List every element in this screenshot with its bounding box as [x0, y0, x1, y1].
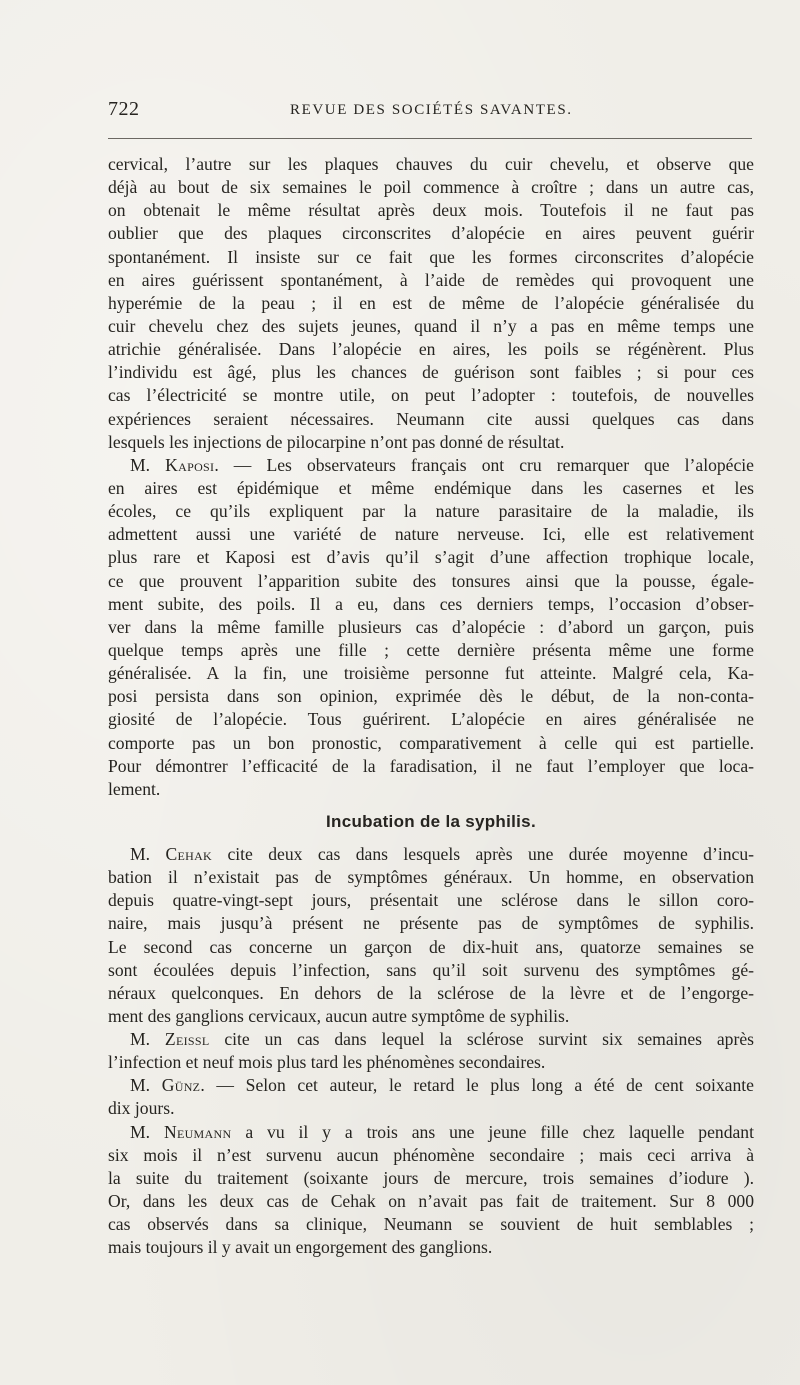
text-line: [108, 1121, 754, 1144]
text-line: la suite du traitement (soixante jours de mercure, trois semaines d’iodure ).: [108, 1167, 754, 1188]
speaker-name: Zeissl: [164, 1029, 210, 1050]
text-line: spontanément. Il insiste sur ce fait que les formes circonscrites d’alopécie: [108, 246, 754, 267]
text-line: en aires est épidémique et même endémique dans les casernes et les: [108, 477, 754, 498]
text-line: cas l’électricité se montre utile, on peut l’adopter : toutefois, de nouvelles: [108, 385, 754, 406]
section-heading: Incubation de la syphilis.: [326, 811, 536, 831]
speaker-name: Günz: [161, 1075, 201, 1096]
speaker-prefix: M.: [130, 1121, 164, 1142]
text-line: cuir chevelu chez des sujets jeunes, quand il n’y a pas en même temps une: [108, 315, 754, 336]
text-line: plus rare et Kaposi est d’avis qu’il s’agit d’une affection trophique locale,: [108, 547, 754, 568]
speaker-prefix: M.: [130, 843, 166, 864]
text-line: ment subite, des poils. Il a eu, dans ces derniers temps, l’occasion d’obser-: [108, 593, 754, 614]
text-line: bation il n’existait pas de symptômes généraux. Un homme, en observation: [108, 867, 754, 888]
text-line: depuis quatre-vingt-sept jours, présentait une sclérose dans le sillon coro-: [108, 890, 754, 911]
text-line: généralisée. A la fin, une troisième personne fut atteinte. Malgré cela, Ka-: [108, 663, 754, 684]
running-head: REVUE DES SOCIÉTÉS SAVANTES.: [290, 102, 573, 118]
text-line: giosité de l’alopécie. Tous guérirent. L’alopécie en aires généralisée ne: [108, 709, 754, 730]
text-line: lesquels les injections de pilocarpine n’ont pas donné de résultat.: [108, 431, 565, 452]
text-line: comporte pas un bon pronostic, comparativement à celle qui est partielle.: [108, 732, 754, 753]
text-line: expériences seraient nécessaires. Neumann cite aussi quelques cas dans: [108, 408, 754, 429]
text-line: hyperémie de la peau ; il en est de même de l’alopécie généralisée du: [108, 292, 754, 313]
text-line: l’individu est âgé, plus les chances de guérison sont faibles ; si pour ces: [108, 362, 754, 383]
text-line: [108, 1028, 754, 1051]
text-line: déjà au bout de six semaines le poil commence à croître ; dans un autre cas,: [108, 177, 754, 198]
text-line: admettent aussi une variété de nature nerveuse. Ici, elle est relativement: [108, 524, 754, 545]
text-line: lement.: [108, 778, 161, 799]
page-number: 722: [108, 98, 140, 120]
text-line: [108, 843, 754, 866]
text-line: ce que prouvent l’apparition subite des tonsures ainsi que la pousse, égale-: [108, 570, 754, 591]
text-line: l’infection et neuf mois plus tard les phénomènes secondaires.: [108, 1052, 546, 1073]
text-line: mais toujours il y avait un engorgement des ganglions.: [108, 1237, 493, 1258]
text-line: on obtenait le même résultat après deux mois. Toutefois il ne faut pas: [108, 200, 754, 221]
text-line: écoles, ce qu’ils expliquent par la nature parasitaire de la maladie, ils: [108, 501, 754, 522]
text-line: [108, 1074, 754, 1097]
line-text: . — Les observateurs français ont cru remarquer que l’alopécie: [214, 454, 754, 475]
text-line: ment des ganglions cervicaux, aucun autre symptôme de syphilis.: [108, 1005, 570, 1026]
speaker-name: Neumann: [163, 1121, 232, 1142]
text-line: quelque temps après une fille ; cette dernière présenta même une forme: [108, 639, 754, 660]
page-header: [108, 98, 752, 122]
text-line: en aires guérissent spontanément, à l’aide de remèdes qui provoquent une: [108, 269, 754, 290]
line-text: cite un cas dans lequel la sclérose survint six semaines après: [209, 1029, 754, 1050]
line-text: a vu il y a trois ans une jeune fille chez laquelle pendant: [231, 1121, 754, 1142]
header-rule: [108, 138, 752, 139]
text-line: oublier que des plaques circonscrites d’alopécie en aires peuvent guérir: [108, 223, 754, 244]
speaker-prefix: M.: [130, 1075, 162, 1096]
text-line: cervical, l’autre sur les plaques chauves du cuir chevelu, et observe que: [108, 154, 754, 174]
text-line: ver dans la même famille plusieurs cas d’alopécie : d’abord un garçon, puis: [108, 616, 754, 637]
text-line: naire, mais jusqu’à présent ne présente pas de symptômes de syphilis.: [108, 913, 754, 934]
text-line: dix jours.: [108, 1098, 175, 1119]
text-line: atrichie généralisée. Dans l’alopécie en aires, les poils se régénèrent. Plus: [108, 339, 754, 360]
text-line: cas observés dans sa clinique, Neumann se souvient de huit semblables ;: [108, 1214, 754, 1235]
speaker-name: Cehak: [165, 843, 213, 864]
text-line: posi persista dans son opinion, exprimée dès le début, de la non-conta-: [108, 686, 754, 707]
text-line: néraux quelconques. En dehors de la sclérose de la lèvre et de l’engorge-: [108, 982, 754, 1003]
text-line: six mois il n’est survenu aucun phénomène secondaire ; mais ceci arriva à: [108, 1144, 754, 1165]
text-line: sont écoulées depuis l’infection, sans qu’il soit survenu des symptômes gé-: [108, 959, 754, 980]
speaker-name: Kaposi: [165, 454, 215, 475]
text-line: Le second cas concerne un garçon de dix-huit ans, quatorze semaines se: [108, 936, 754, 957]
text-line: Pour démontrer l’efficacité de la faradisation, il ne faut l’employer que loca-: [108, 755, 754, 776]
text-line: Or, dans les deux cas de Cehak on n’avait pas fait de traitement. Sur 8 000: [108, 1191, 754, 1212]
text-block: [108, 153, 754, 1259]
speaker-prefix: M.: [130, 454, 166, 475]
text-line: [108, 454, 754, 477]
line-text: . — Selon cet auteur, le retard le plus long a été de cent soixante: [200, 1075, 754, 1096]
line-text: cite deux cas dans lesquels après une durée moyenne d’incu-: [212, 843, 754, 864]
speaker-prefix: M.: [130, 1029, 165, 1050]
